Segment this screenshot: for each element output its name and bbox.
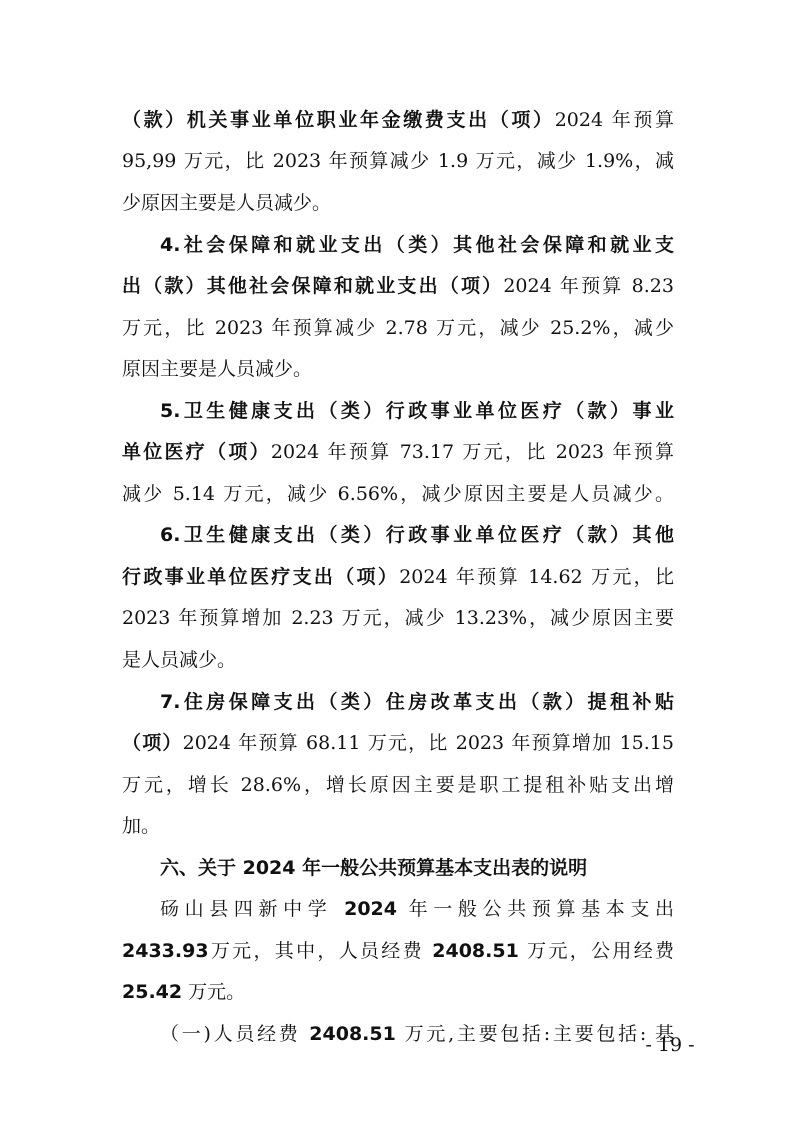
text-run: 2024 年预算 8.23 <box>503 275 674 297</box>
paragraph-line <box>160 393 674 429</box>
bold-item-title: 5.卫生健康支出（类）行政事业单位医疗（款）事业 <box>160 400 674 422</box>
paragraph-line: 万元，比 2023 年预算减少 2.78 万元，减少 25.2%，减少 <box>122 317 674 339</box>
text-run: 万元。 <box>182 981 246 1003</box>
text-run: 万元,主要包括:主要包括: 基 <box>395 1023 674 1045</box>
bold-number: 2024 <box>344 898 397 920</box>
section-heading: 六、关于 2024 年一般公共预算基本支出表的说明 <box>160 857 588 879</box>
paragraph-line <box>122 974 674 1010</box>
page-number: - 19 - <box>645 1034 695 1056</box>
paragraph-line: 原因主要是人员减少。 <box>122 358 313 380</box>
bold-item-title: 单位医疗（项） <box>122 441 271 463</box>
bold-item-title: （款）机关事业单位职业年金缴费支出（项） <box>122 109 555 131</box>
paragraph-line: 少原因主要是人员减少。 <box>122 192 332 214</box>
paragraph-line <box>122 102 674 138</box>
bold-item-title: 4.社会保障和就业支出（类）其他社会保障和就业支 <box>160 234 674 256</box>
bold-number: 2433.93 <box>122 940 209 962</box>
paragraph-line <box>122 559 674 595</box>
paragraph-line <box>122 268 674 304</box>
text-run: 2024 年预算 73.17 万元，比 2023 年预算 <box>270 441 674 463</box>
paragraph-line <box>122 933 674 969</box>
paragraph-line <box>160 891 674 927</box>
paragraph-line <box>160 1016 674 1052</box>
text-run: 2024 年预算 68.11 万元，比 2023 年预算增加 15.15 <box>182 732 674 754</box>
text-run: 万元，公用经费 <box>518 940 674 962</box>
text-run: 2024 年预算 <box>554 109 674 131</box>
bold-item-title: 7.住房保障支出（类）住房改革支出（款）提租补贴 <box>160 691 674 713</box>
text-run: 万元，其中，人员经费 <box>208 940 433 962</box>
paragraph-line: 加。 <box>122 815 161 837</box>
paragraph-line: 减少 5.14 万元，减少 6.56%，减少原因主要是人员减少。 <box>122 483 674 505</box>
paragraph-line: 万元，增长 28.6%，增长原因主要是职工提租补贴支出增 <box>122 774 674 796</box>
text-run: 2024 年预算 14.62 万元，比 <box>399 566 674 588</box>
bold-item-title: 6.卫生健康支出（类）行政事业单位医疗（款）其他 <box>160 524 674 546</box>
bold-number: 2408.51 <box>309 1023 396 1045</box>
bold-item-title: 行政事业单位医疗支出（项） <box>122 566 400 588</box>
paragraph-line: 是人员减少。 <box>122 649 237 671</box>
paragraph-line: 2023 年预算增加 2.23 万元，减少 13.23%，减少原因主要 <box>122 607 674 629</box>
paragraph-line: 95,99 万元，比 2023 年预算减少 1.9 万元，减少 1.9%，减 <box>122 150 674 172</box>
paragraph-line <box>122 434 674 470</box>
bold-item-title: （项） <box>122 732 183 754</box>
paragraph-line <box>160 227 674 263</box>
bold-number: 2408.51 <box>432 940 519 962</box>
paragraph-line <box>160 517 674 553</box>
paragraph-line <box>122 725 674 761</box>
bold-number: 25.42 <box>122 981 183 1003</box>
paragraph-line <box>160 684 674 720</box>
text-run: 砀山县四新中学 <box>160 898 345 920</box>
text-run: 年一般公共预算基本支出 <box>397 898 674 920</box>
text-run: （一)人员经费 <box>160 1023 310 1045</box>
bold-item-title: 出（款）其他社会保障和就业支出（项） <box>122 275 504 297</box>
